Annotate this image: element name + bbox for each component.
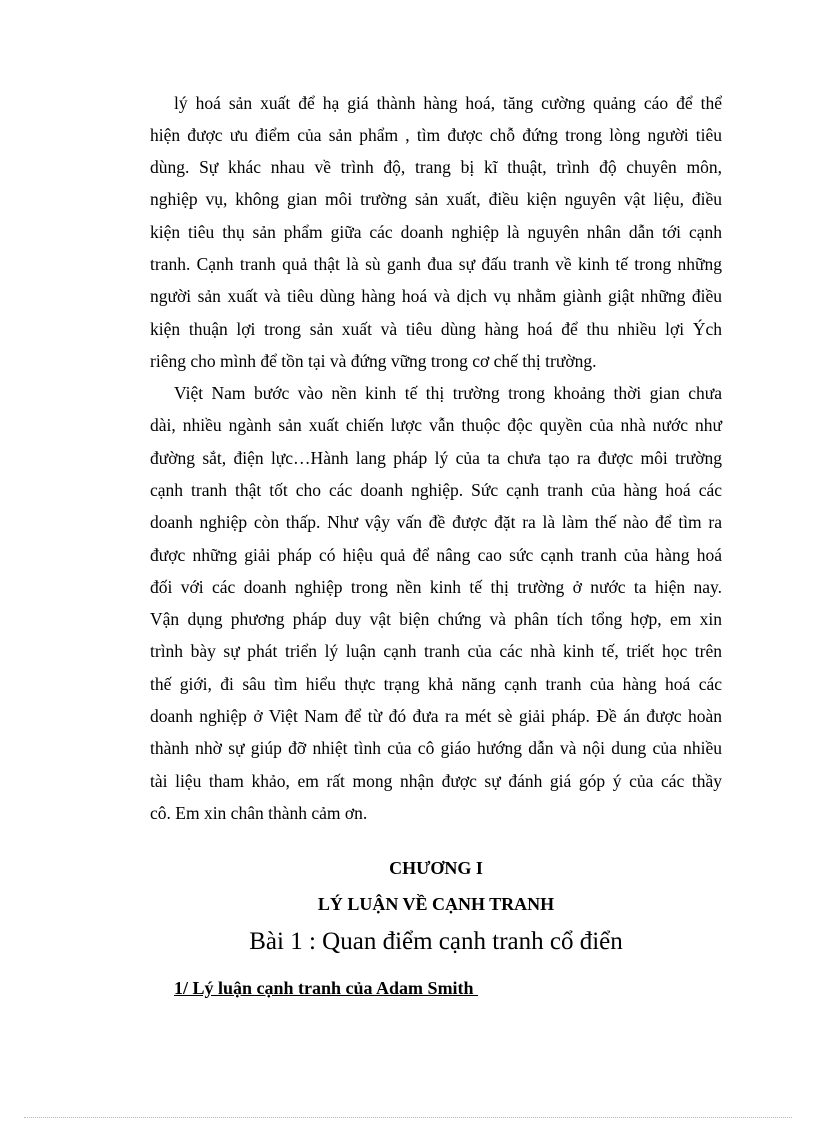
- paragraph-2-line-2: dài, nhiều ngành sản xuất chiến lược vẫn thuộc độc quyền của nhà nước như: [150, 415, 722, 435]
- paragraph-2-line-4: cạnh tranh thật tốt cho các doanh nghiệp. Sức cạnh tranh của hàng hoá các: [150, 480, 722, 500]
- paragraph-2-line-10: thế giới, đi sâu tìm hiểu thực trạng khả năng cạnh tranh của hàng hoá các: [150, 674, 722, 694]
- lesson-title: Bài 1 : Quan điểm cạnh tranh cổ điển: [249, 928, 623, 955]
- section-title: 1/ Lý luận cạnh tranh của Adam Smith: [174, 978, 479, 998]
- paragraph-1-line-3: dùng. Sự khác nhau về trình độ, trang bị kĩ thuật, trình độ chuyên môn,: [150, 157, 722, 177]
- paragraph-2-line-14: cô. Em xin chân thành cảm ơn.: [150, 803, 368, 823]
- paragraph-1-line-9: riêng cho mình để tồn tại và đứng vững trong cơ chế thị trường.: [150, 351, 597, 371]
- paragraph-1-line-8: kiện thuận lợi trong sản xuất và tiêu dùng hàng hoá để thu nhiều lợi Ých: [150, 319, 722, 339]
- paragraph-1-line-4: nghiệp vụ, không gian môi trường sản xuất, điều kiện nguyên vật liệu, điều: [150, 189, 722, 209]
- paragraph-2-line-13: tài liệu tham khảo, em rất mong nhận được sự đánh giá góp ý của các thầy: [150, 771, 722, 791]
- paragraph-2-line-8: Vận dụng phương pháp duy vật biện chứng và phân tích tổng hợp, em xin: [150, 609, 722, 629]
- paragraph-2-line-6: được những giải pháp có hiệu quả để nâng cao sức cạnh tranh của hàng hoá: [150, 545, 722, 565]
- paragraph-1-line-7: người sản xuất và tiêu dùng hàng hoá và dịch vụ nhằm giành giật những điều: [150, 286, 722, 306]
- paragraph-2-line-3: đường sắt, điện lực…Hành lang pháp lý của ta chưa tạo ra được môi trường: [150, 448, 722, 468]
- paragraph-1-line-5: kiện tiêu thụ sản phẩm giữa các doanh nghiệp là nguyên nhân dẫn tới cạnh: [150, 222, 722, 242]
- paragraph-2-line-9: trình bày sự phát triển lý luận cạnh tranh của các nhà kinh tế, triết học trên: [150, 641, 722, 661]
- paragraph-1-line-6: tranh. Cạnh tranh quả thật là sù ganh đua sự đấu tranh về kinh tế trong những: [150, 254, 722, 274]
- chapter-title: LÝ LUẬN VỀ CẠNH TRANH: [317, 894, 555, 914]
- page-bottom-rule: [24, 1117, 792, 1118]
- paragraph-2-line-11: doanh nghiệp ở Việt Nam để từ đó đưa ra mét sè giải pháp. Đề án được hoàn: [150, 706, 722, 726]
- paragraph-2-line-5: doanh nghiệp còn thấp. Như vậy vấn đề được đặt ra là làm thế nào để tìm ra: [150, 512, 722, 532]
- paragraph-1-line-1: lý hoá sản xuất để hạ giá thành hàng hoá, tăng cường quảng cáo để thể: [174, 93, 722, 113]
- paragraph-1-line-2: hiện được ưu điểm của sản phẩm , tìm được chỗ đứng trong lòng người tiêu: [150, 125, 722, 145]
- paragraph-2-line-12: thành nhờ sự giúp đỡ nhiệt tình của cô giáo hướng dẫn và nội dung của nhiều: [150, 738, 722, 758]
- paragraph-2-line-1: Việt Nam bước vào nền kinh tế thị trường trong khoảng thời gian chưa: [174, 383, 722, 403]
- chapter-number: CHƯƠNG I: [389, 858, 483, 878]
- paragraph-2-line-7: đối với các doanh nghiệp trong nền kinh tế thị trường ở nước ta hiện nay.: [150, 577, 722, 597]
